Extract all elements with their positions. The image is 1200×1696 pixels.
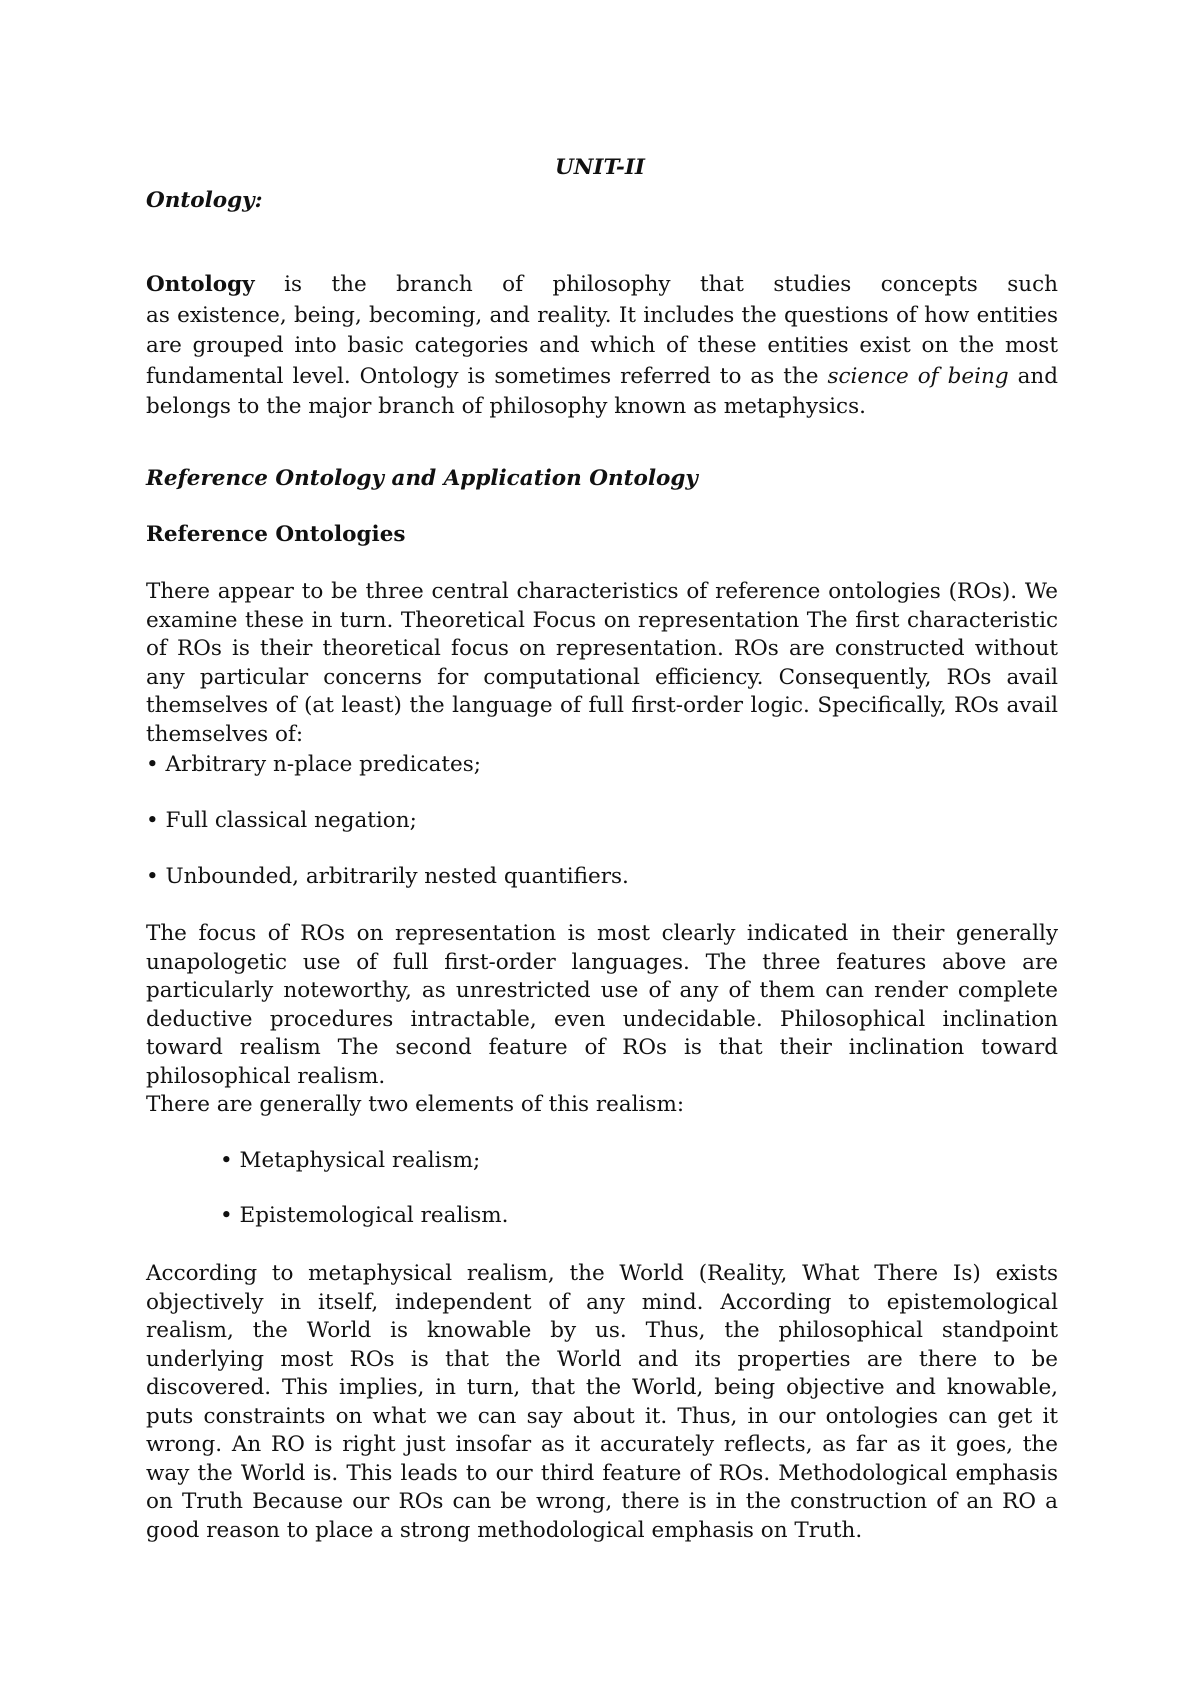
list-item bbox=[220, 1148, 480, 1173]
unit-title: UNIT-II bbox=[555, 155, 645, 180]
list-item bbox=[146, 864, 629, 889]
intro-text-a: as existence, being, becoming, and reality. It includes the questions of how entities are grouped into basic categories and which of these entities exist on the most fundamental level. Ontology is sometimes referred to as the bbox=[146, 302, 1058, 389]
subsection-title: Reference Ontology and Application Ontology bbox=[146, 466, 698, 491]
paragraph-characteristics: There appear to be three central characteristics of reference ontologies (ROs). We examine these in turn. Theoretical Focus on representation The first characteristic of ROs is their theoretical focus on representation. ROs are constructed without any particular concerns for computational efficiency. Consequently, ROs avail themselves of (at least) the language of full first-order logic. Specifically, ROs avail themselves of: bbox=[146, 579, 1058, 747]
list-item-text: Epistemological realism. bbox=[239, 1203, 509, 1228]
bullet-icon: • bbox=[146, 864, 159, 889]
intro-line1-rest: is the branch of philosophy that studies concepts such bbox=[254, 272, 1058, 297]
list-item-text: Unbounded, arbitrarily nested quantifiers. bbox=[165, 864, 629, 889]
list-item bbox=[146, 752, 481, 777]
list-item bbox=[220, 1203, 508, 1228]
section-title: Ontology: bbox=[146, 188, 263, 213]
paragraph-two-elements: There are generally two elements of this realism: bbox=[146, 1092, 685, 1117]
bullet-icon: • bbox=[146, 752, 159, 777]
intro-text-b: and belongs to the major branch of philosophy known as metaphysics. bbox=[146, 363, 1058, 419]
bullet-icon: • bbox=[146, 808, 159, 833]
ro-heading: Reference Ontologies bbox=[146, 522, 406, 547]
list-item-text: Arbitrary n-place predicates; bbox=[165, 752, 482, 777]
bullet-icon: • bbox=[220, 1203, 233, 1228]
bullet-icon: • bbox=[220, 1148, 233, 1173]
list-item-text: Metaphysical realism; bbox=[239, 1148, 481, 1173]
intro-paragraph bbox=[146, 270, 1058, 423]
list-item-text: Full classical negation; bbox=[165, 808, 417, 833]
intro-first-line bbox=[146, 270, 1058, 301]
intro-italic-phrase: science of being bbox=[827, 363, 1009, 389]
list-item bbox=[146, 808, 417, 833]
paragraph-realism: According to metaphysical realism, the World (Reality, What There Is) exists objectively in itself, independent of any mind. According to epistemological realism, the World is knowable by us. Thus, the philosophical standpoint underlying most ROs is that the World and its properties are there to be discovered. This implies, in turn, that the World, being objective and knowable, puts constraints on what we can say about it. Thus, in our ontologies can get it wrong. An RO is right just insofar as it accurately reflects, as far as it goes, the way the World is. This leads to our third feature of ROs. Methodological emphasis on Truth Because our ROs can be wrong, there is in the construction of an RO a good reason to place a strong methodological emphasis on Truth. bbox=[146, 1261, 1058, 1543]
intro-bold-term: Ontology bbox=[146, 272, 255, 297]
paragraph-focus: The focus of ROs on representation is most clearly indicated in their generally unapologetic use of full first-order languages. The three features above are particularly noteworthy, as unrestricted use of any of them can render complete deductive procedures intractable, even undecidable. Philosophical inclination toward realism The second feature of ROs is that their inclination toward philosophical realism. bbox=[146, 921, 1058, 1089]
intro-body bbox=[146, 301, 1058, 423]
